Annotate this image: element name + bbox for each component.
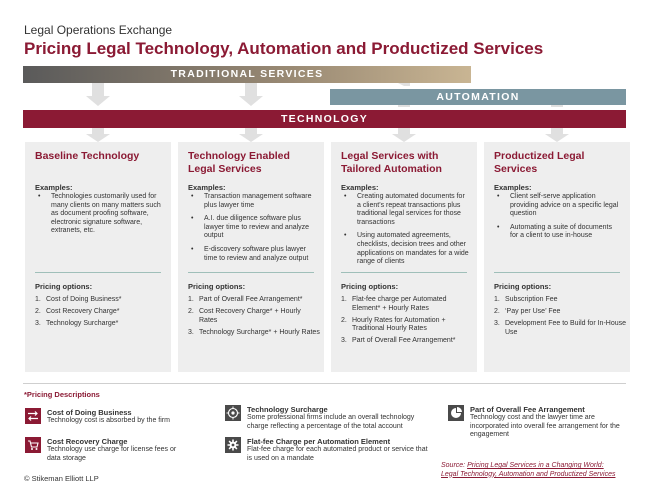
pricing-description-part-of-overall-fee bbox=[448, 405, 628, 445]
item-number: 1. bbox=[341, 296, 347, 303]
column-title: Technology Enabled Legal Services bbox=[188, 150, 290, 175]
item-number: 2. bbox=[35, 308, 41, 316]
arrow-automation-2 bbox=[551, 105, 563, 107]
item-text: Part of Overall Fee Arrangement* bbox=[352, 337, 456, 345]
pricing-option-item bbox=[35, 296, 167, 305]
column-title: Productized Legal Services bbox=[494, 150, 585, 175]
pricing-options-list bbox=[341, 296, 473, 349]
item-text: Cost Recovery Charge* + Hourly Rates bbox=[199, 308, 301, 324]
examples-list bbox=[188, 193, 316, 268]
example-item: • Creating automated documents for a client’s repeat transactions plus traditional legal services for those transactions bbox=[341, 193, 469, 227]
source-prefix: Source: bbox=[441, 462, 466, 469]
pricing-options-label: Pricing options: bbox=[494, 282, 552, 291]
pricing-description-flat-fee-charge bbox=[225, 437, 428, 467]
item-number: 2. bbox=[494, 308, 500, 316]
automation-band: AUTOMATION bbox=[330, 89, 626, 105]
description-heading: Technology Surcharge bbox=[247, 405, 328, 414]
divider bbox=[35, 272, 161, 273]
example-item: • Transaction management software plus lawyer time bbox=[188, 193, 316, 210]
page-title: Pricing Legal Technology, Automation and Productized Services bbox=[24, 39, 544, 58]
pricing-option-item bbox=[341, 317, 473, 334]
item-number: 1. bbox=[35, 296, 41, 303]
examples-list bbox=[341, 193, 469, 272]
item-text: Part of Overall Fee Arrangement* bbox=[199, 296, 303, 303]
example-item: • Technologies customarily used for many clients on many matters such as document proofing software, electronic signature software, extranets, etc. bbox=[35, 193, 163, 236]
example-item: • Automating a suite of documents for a client to use in-house bbox=[494, 224, 622, 241]
column-productized-legal-services bbox=[484, 142, 630, 372]
pricing-options-label: Pricing options: bbox=[341, 282, 399, 291]
pricing-option-item bbox=[35, 308, 167, 317]
description-text: Technology use charge for license fees or data storage bbox=[47, 446, 177, 462]
pricing-option-item bbox=[341, 337, 473, 346]
item-number: 1. bbox=[494, 296, 500, 303]
divider bbox=[494, 272, 620, 273]
examples-list bbox=[35, 193, 163, 241]
pricing-description-technology-surcharge bbox=[225, 405, 425, 435]
column-technology-enabled-legal-services bbox=[178, 142, 324, 372]
pie-chart-icon bbox=[448, 405, 464, 421]
description-text: Some professional firms include an overall technology charge reflecting a percentage of the total account bbox=[247, 414, 415, 430]
description-text: Technology cost and the lawyer time are incorporated into overall fee arrangement for the engagement bbox=[470, 414, 620, 439]
source-citation bbox=[441, 462, 615, 479]
description-heading: Part of Overall Fee Arrangement bbox=[470, 405, 585, 414]
example-item: • Using automated agreements, checklists, decision trees and other applications on mandates for a wide range of clients bbox=[341, 232, 469, 266]
description-heading: Cost of Doing Business bbox=[47, 408, 132, 417]
arrow-technology-2 bbox=[239, 128, 263, 142]
arrow-technology-1 bbox=[86, 128, 110, 142]
item-number: 3. bbox=[35, 320, 41, 328]
pricing-option-item bbox=[188, 296, 320, 305]
arrow-traditional-3 bbox=[398, 83, 410, 86]
pricing-description-cost-of-doing-business bbox=[25, 408, 205, 430]
pricing-description-cost-recovery-charge bbox=[25, 437, 205, 467]
item-text: Subscription Fee bbox=[505, 296, 558, 303]
header-subtitle: Legal Operations Exchange bbox=[24, 23, 173, 37]
arrow-automation-1 bbox=[398, 105, 410, 107]
examples-label: Examples: bbox=[35, 183, 73, 192]
pricing-option-item bbox=[341, 296, 473, 313]
divider bbox=[341, 272, 467, 273]
source-link-line2[interactable]: Legal Technology, Automation and Productized Services bbox=[441, 470, 616, 478]
item-number: 3. bbox=[188, 328, 194, 336]
copyright: © Stikeman Elliott LLP bbox=[24, 474, 99, 483]
item-text: ‘Pay per Use’ Fee bbox=[505, 308, 561, 316]
cart-icon bbox=[25, 437, 41, 453]
examples-label: Examples: bbox=[341, 183, 379, 192]
example-item: • A.I. due diligence software plus lawyer time to review and analyze output bbox=[188, 215, 316, 241]
target-icon bbox=[225, 405, 241, 421]
pricing-options-label: Pricing options: bbox=[35, 282, 93, 291]
item-text: Development Fee to Build for In-House Use bbox=[505, 320, 627, 336]
item-number: 3. bbox=[494, 320, 500, 328]
column-title: Baseline Technology bbox=[35, 150, 140, 162]
example-item: • Client self-serve application providing advice on a specific legal question bbox=[494, 193, 622, 219]
pricing-option-item bbox=[494, 296, 626, 305]
pricing-option-item bbox=[35, 320, 167, 329]
divider bbox=[188, 272, 314, 273]
column-baseline-technology bbox=[25, 142, 171, 372]
description-heading: Flat-fee Charge per Automation Element bbox=[247, 437, 391, 446]
source-link-line1[interactable]: Pricing Legal Services in a Changing World: bbox=[467, 462, 604, 469]
pricing-options-list bbox=[35, 296, 167, 332]
item-number: 2. bbox=[341, 316, 347, 324]
description-heading: Cost Recovery Charge bbox=[47, 437, 128, 446]
description-text: Flat-fee charge for each automated product or service that is used on a mandate bbox=[247, 446, 428, 462]
pricing-option-item bbox=[494, 320, 626, 337]
item-number: 2. bbox=[188, 308, 194, 316]
description-text: Technology cost is absorbed by the firm bbox=[47, 417, 170, 424]
column-title: Legal Services with Tailored Automation bbox=[341, 150, 442, 175]
pricing-options-list bbox=[494, 296, 626, 341]
arrow-technology-4 bbox=[545, 128, 569, 142]
item-text: Hourly Rates for Automation + Traditional Hourly Rates bbox=[352, 316, 446, 333]
arrows-icon bbox=[25, 408, 41, 424]
arrow-technology-3 bbox=[392, 128, 416, 142]
column-legal-services-tailored-automation bbox=[331, 142, 477, 372]
item-text: Technology Surcharge* + Hourly Rates bbox=[199, 328, 320, 336]
section-divider bbox=[23, 383, 626, 384]
example-item: • E-discovery software plus lawyer time to review and analyze output bbox=[188, 246, 316, 263]
item-text: Cost Recovery Charge* bbox=[46, 308, 120, 316]
item-number: 3. bbox=[341, 337, 347, 345]
item-text: Flat-fee charge per Automated Element* + Hourly Rates bbox=[352, 296, 447, 312]
examples-list bbox=[494, 193, 622, 246]
pricing-option-item bbox=[188, 308, 320, 325]
pricing-options-label: Pricing options: bbox=[188, 282, 246, 291]
traditional-services-band: TRADITIONAL SERVICES bbox=[23, 66, 471, 83]
examples-label: Examples: bbox=[494, 183, 532, 192]
pricing-option-item bbox=[494, 308, 626, 317]
technology-band: TECHNOLOGY bbox=[23, 110, 626, 128]
pricing-options-list bbox=[188, 296, 320, 341]
item-text: Technology Surcharge* bbox=[46, 320, 119, 328]
arrow-traditional-1 bbox=[86, 83, 110, 106]
arrow-traditional-2 bbox=[239, 83, 263, 106]
pricing-descriptions-title: *Pricing Descriptions bbox=[24, 390, 100, 399]
examples-label: Examples: bbox=[188, 183, 226, 192]
pricing-option-item bbox=[188, 329, 320, 338]
item-text: Cost of Doing Business* bbox=[46, 296, 122, 303]
item-number: 1. bbox=[188, 296, 194, 303]
gear-icon bbox=[225, 437, 241, 453]
